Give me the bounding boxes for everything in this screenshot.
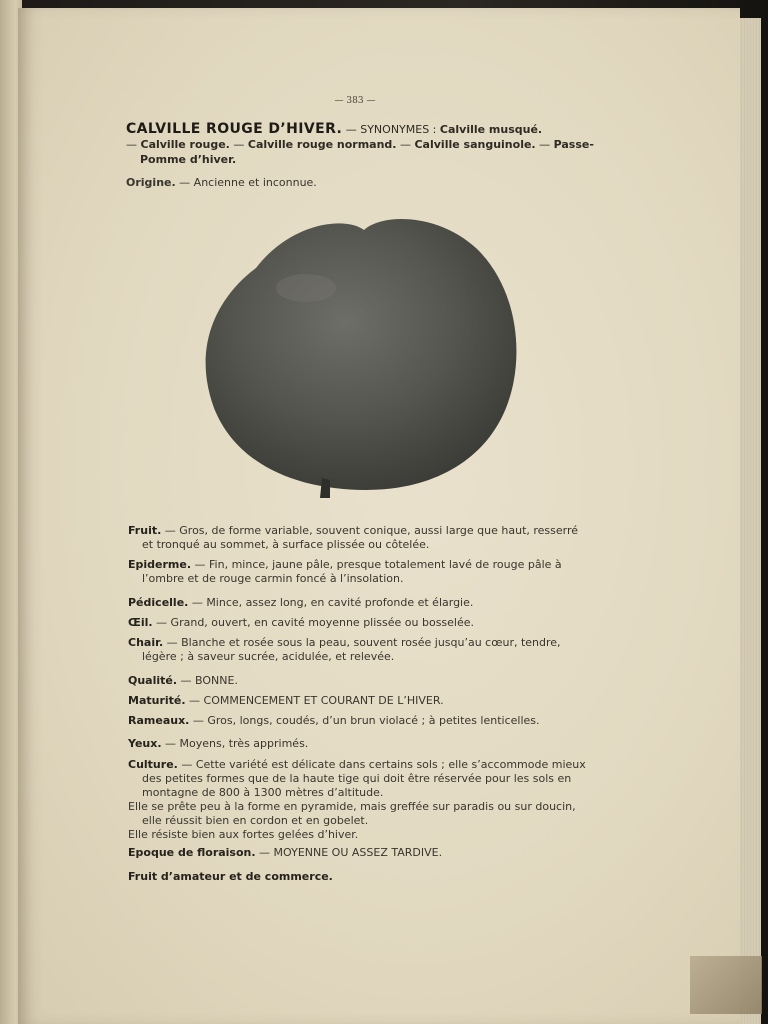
field-culture: [128, 758, 604, 842]
field-text: — Gros, de forme variable, souvent conique, aussi large que haut, resserré: [161, 524, 579, 537]
field-text: — Mince, assez long, en cavité profonde et élargie.: [188, 596, 474, 609]
footer-note-text: Fruit d’amateur et de commerce.: [128, 870, 333, 883]
culture-text-6: Elle résiste bien aux fortes gelées d’hiver.: [128, 828, 359, 841]
field-epiderme: [128, 558, 604, 586]
culture-text-3: montagne de 800 à 1300 mètres d’altitude.: [142, 786, 384, 799]
synonym-5b: Pomme d’hiver.: [140, 153, 237, 166]
field-label: Fruit.: [128, 524, 162, 537]
field-label: Rameaux.: [128, 714, 190, 727]
culture-text-1: — Cette variété est délicate dans certains sols ; elle s’accommode mieux: [177, 758, 586, 771]
field-label: Qualité.: [128, 674, 178, 687]
synonym-3: Calville rouge normand.: [247, 138, 397, 151]
apple-highlight: [276, 274, 336, 302]
field-fruit: [128, 524, 604, 552]
origin-line: [126, 176, 596, 189]
sep-d: —: [535, 138, 554, 151]
culture-text-5: elle réussit bien en cordon et en gobelet.: [142, 814, 369, 827]
field-label: Pédicelle.: [128, 596, 189, 609]
field-label: Epiderme.: [128, 558, 192, 571]
sep-a: —: [126, 138, 141, 151]
apple-illustration: [196, 208, 528, 504]
field-text: — Gros, longs, coudés, d’un brun violacé ; à petites lenticelles.: [189, 714, 540, 727]
apple-image: [196, 208, 528, 504]
sep-b: —: [229, 138, 248, 151]
field-label: Chair.: [128, 636, 164, 649]
field-text: — Moyens, très apprimés.: [161, 737, 309, 750]
synonym-2: Calville rouge.: [140, 138, 230, 151]
variety-title: CALVILLE ROUGE D’HIVER.: [126, 121, 343, 137]
field-label: Œil.: [128, 616, 153, 629]
field-text: — BONNE.: [177, 674, 238, 687]
synonym-4: Calville sanguinole.: [414, 138, 536, 151]
culture-text-2: des petites formes que de la haute tige qui doit être réservée pour les sols en: [142, 772, 572, 785]
field-label: Maturité.: [128, 694, 186, 707]
field-text: — Grand, ouvert, en cavité moyenne plissée ou bosselée.: [152, 616, 475, 629]
apple-body: [206, 219, 517, 490]
field-text: — Fin, mince, jaune pâle, presque totalement lavé de rouge pâle à: [191, 558, 562, 571]
field-pedicelle: [128, 596, 604, 610]
title-block: [126, 122, 596, 167]
sep-c: —: [396, 138, 415, 151]
origin-label: Origine.: [126, 176, 176, 189]
origin-text: — Ancienne et inconnue.: [175, 176, 317, 189]
field-chair: [128, 636, 604, 664]
culture-label: Culture.: [128, 758, 178, 771]
field-qualite: [128, 674, 604, 688]
footer-note: [128, 870, 604, 884]
synonyms-label: — SYNONYMES :: [342, 123, 440, 136]
page-number: — 383 —: [334, 96, 376, 106]
field-floraison: [128, 846, 604, 860]
synonym-5a: Passe-: [553, 138, 594, 151]
corner-thumbnail: [690, 956, 762, 1014]
field-oeil: [128, 616, 604, 630]
field-text-cont: et tronqué au sommet, à surface plissée ou côtelée.: [142, 538, 430, 551]
field-text-cont: l’ombre et de rouge carmin foncé à l’insolation.: [142, 572, 404, 585]
field-text: — COMMENCEMENT ET COURANT DE L’HIVER.: [185, 694, 444, 707]
field-rameaux: [128, 714, 604, 728]
field-text-cont: légère ; à saveur sucrée, acidulée, et relevée.: [142, 650, 395, 663]
field-yeux: [128, 737, 604, 751]
culture-text-4: Elle se prête peu à la forme en pyramide, mais greffée sur paradis ou sur doucin,: [128, 800, 576, 813]
field-maturite: [128, 694, 604, 708]
field-label: Yeux.: [128, 737, 162, 750]
floraison-text: — MOYENNE OU ASSEZ TARDIVE.: [255, 846, 443, 859]
field-text: — Blanche et rosée sous la peau, souvent rosée jusqu’au cœur, tendre,: [163, 636, 561, 649]
synonym-1: Calville musqué.: [439, 123, 543, 136]
floraison-label: Epoque de floraison.: [128, 846, 256, 859]
